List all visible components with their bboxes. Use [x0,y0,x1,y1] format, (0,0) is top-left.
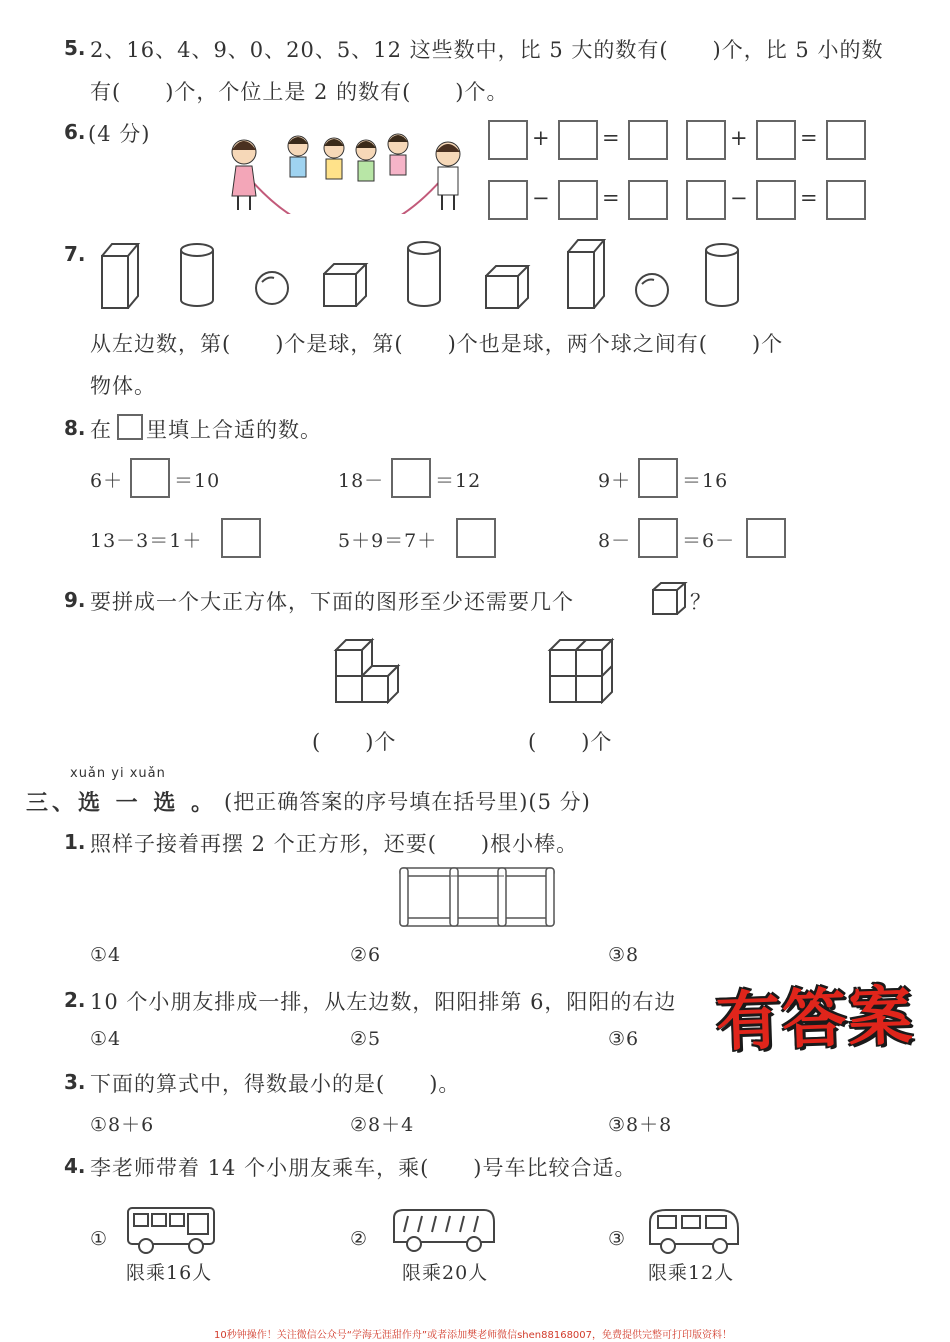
sphere-shape [256,272,288,304]
matchstick-squares-figure [396,866,558,928]
solid-shapes-row [96,236,756,312]
q6-equals-sign: = [800,186,819,210]
s4-capacity-label: 限乘12人 [648,1262,735,1284]
s3-option[interactable]: ③8＋8 [608,1114,673,1136]
s4-marker[interactable]: ① [90,1228,109,1250]
jump-rope-children-illustration [226,124,468,214]
cube-shape [486,266,528,308]
s2-stem: 10 个小朋友排成一排，从左边数，阳阳排第 6，阳阳的右边 [90,990,677,1014]
minibus-icon [124,1202,220,1258]
q8-eq-suffix: ＝16 [682,470,729,492]
q6-answer-box[interactable] [826,120,866,160]
cylinder-shape [181,244,213,306]
van-icon [644,1204,744,1258]
small-cube-icon [650,580,688,616]
s4-capacity-label: 限乘16人 [126,1262,213,1284]
q8-eq-suffix: ＝10 [174,470,221,492]
q6-answer-box[interactable] [756,180,796,220]
q6-answer-box[interactable] [558,120,598,160]
cylinder-shape [408,242,440,306]
q6-answer-box[interactable] [628,120,668,160]
q6-equals-sign: = [602,126,621,150]
q9-answer-blank[interactable]: ( )个 [528,730,613,754]
q9-question-mark: ？ [690,590,712,614]
q8-answer-box[interactable] [221,518,261,558]
q5-line2: 有( )个，个位上是 2 的数有( )个。 [90,80,509,104]
s1-option[interactable]: ③8 [608,944,640,966]
cylinder-shape [706,244,738,306]
children-jumping [288,134,408,181]
section3-title: 三、选 一 选 。 [26,790,217,816]
q6-equals-sign: = [602,186,621,210]
child-left [232,140,256,210]
q8-eq-prefix: 6＋ [90,470,124,492]
s2-option[interactable]: ②5 [350,1028,382,1050]
q8-answer-box[interactable] [746,518,786,558]
s4-marker[interactable]: ③ [608,1228,627,1250]
q7-line1: 从左边数，第( )个是球，第( )个也是球，两个球之间有( )个 [90,332,784,356]
s3-stem: 下面的算式中，得数最小的是( )。 [90,1072,461,1096]
sphere-shape [636,274,668,306]
section3-pinyin: xuǎn yi xuǎn [70,766,166,781]
s1-option[interactable]: ①4 [90,944,122,966]
q8-stem-b: 里填上合适的数。 [146,418,322,442]
jump-rope [244,172,448,214]
q6-minus-sign: − [532,186,551,210]
q6-answer-box[interactable] [628,180,668,220]
s3-option[interactable]: ②8＋4 [350,1114,415,1136]
s2-number: 2. [64,988,86,1012]
cube-stack-figure [330,632,406,704]
q6-answer-box[interactable] [488,180,528,220]
s3-option[interactable]: ①8＋6 [90,1114,155,1136]
s2-option[interactable]: ①4 [90,1028,122,1050]
s4-marker[interactable]: ② [350,1228,369,1250]
q8-eq-suffix: ＝12 [435,470,482,492]
q6-answer-box[interactable] [826,180,866,220]
cube-shape [324,264,366,306]
q8-answer-box[interactable] [391,458,431,498]
q8-answer-box[interactable] [638,518,678,558]
q6-equals-sign: = [800,126,819,150]
footer-notice: 10秒钟操作！关注微信公众号“学海无涯甜作舟”或者添加樊老师微信shen88168007，免费提供完整可打印版资料！ [214,1330,733,1341]
q6-plus-sign: + [730,126,749,150]
sample-blank-box [117,414,143,440]
q8-number: 8. [64,416,86,440]
q9-answer-blank[interactable]: ( )个 [312,730,397,754]
section3-note: (把正确答案的序号填在括号里)(5 分) [224,790,591,814]
s1-number: 1. [64,830,86,854]
s1-option[interactable]: ②6 [350,944,382,966]
q8-eq-prefix: 13－3＝1＋ [90,530,203,552]
large-bus-icon [388,1204,500,1258]
q6-answer-box[interactable] [488,120,528,160]
q8-answer-box[interactable] [456,518,496,558]
cube-stack-figure [544,632,624,704]
q7-number: 7. [64,242,86,266]
q6-number: 6. [64,120,86,144]
s4-stem: 李老师带着 14 个小朋友乘车，乘( )号车比较合适。 [90,1156,637,1180]
q6-minus-sign: − [730,186,749,210]
q9-stem: 要拼成一个大正方体，下面的图形至少还需要几个 [90,590,574,614]
cuboid-shape [102,244,138,308]
s3-number: 3. [64,1070,86,1094]
q7-line2: 物体。 [90,374,156,398]
q8-eq-prefix: 9＋ [598,470,632,492]
child-right [436,142,460,210]
q9-number: 9. [64,588,86,612]
q5-line1: 2、16、4、9、0、20、5、12 这些数中，比 5 大的数有( )个，比 5 小的数 [90,38,884,62]
q8-eq-prefix: 8－ [598,530,632,552]
q8-answer-box[interactable] [130,458,170,498]
q8-stem-a: 在 [90,418,112,442]
q8-eq-mid: ＝6－ [682,530,736,552]
answer-stamp: 有答案 [714,979,916,1061]
q8-eq-prefix: 18－ [338,470,385,492]
q8-eq-prefix: 5＋9＝7＋ [338,530,438,552]
q5-number: 5. [64,36,86,60]
s4-number: 4. [64,1154,86,1178]
q6-score: (4 分) [88,122,151,146]
q6-answer-box[interactable] [686,180,726,220]
s2-option[interactable]: ③6 [608,1028,640,1050]
s1-stem: 照样子接着再摆 2 个正方形，还要( )根小棒。 [90,832,579,856]
q8-answer-box[interactable] [638,458,678,498]
q6-answer-box[interactable] [686,120,726,160]
s4-capacity-label: 限乘20人 [402,1262,489,1284]
q6-answer-box[interactable] [756,120,796,160]
cuboid-shape [568,240,604,308]
q6-answer-box[interactable] [558,180,598,220]
q6-plus-sign: + [532,126,551,150]
